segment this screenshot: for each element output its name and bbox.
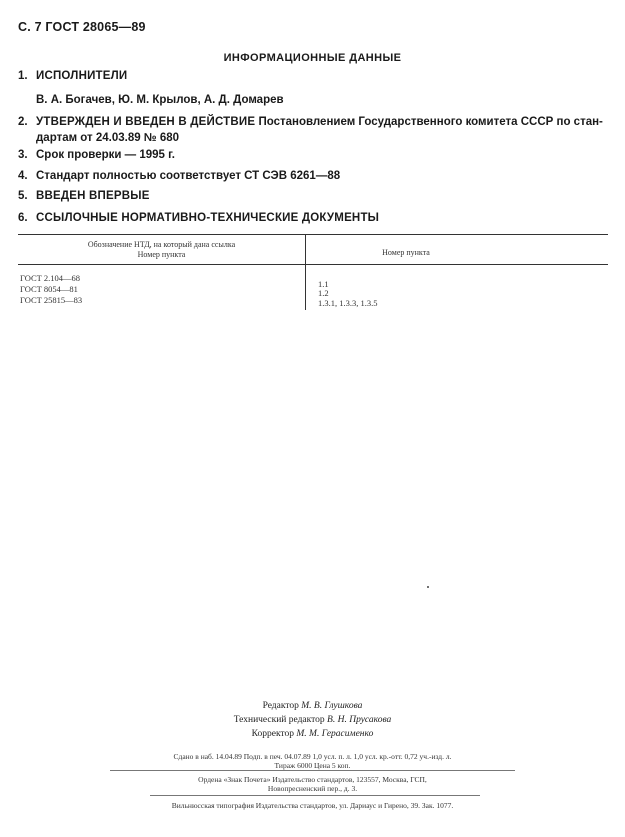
publication-line-2: Тираж 6000 Цена 5 коп.: [274, 761, 351, 770]
section-text: Срок проверки — 1995 г.: [36, 149, 175, 161]
section-number: 1.: [18, 70, 28, 82]
section-text: Стандарт полностью соответствует СТ СЭВ 6261—88: [36, 170, 341, 182]
section-1: [18, 70, 127, 82]
credit-name: М. М. Герасименко: [296, 729, 374, 739]
section-label: УТВЕРЖДЕН И ВВЕДЕН В ДЕЙСТВИЕ: [36, 116, 256, 128]
stray-dot: [427, 586, 429, 588]
section-3: [18, 149, 175, 161]
table-top-rule: [18, 234, 608, 235]
table-header-point: Номер пункта: [382, 248, 430, 257]
credit-tech-editor: [0, 715, 625, 725]
section-4: [18, 170, 340, 182]
section-label: ИСПОЛНИТЕЛИ: [36, 70, 128, 82]
credit-name: М. В. Глушкова: [301, 701, 363, 711]
publication-divider: [110, 770, 515, 771]
table-header-line: Номер пункта: [137, 250, 186, 259]
page-title: ИНФОРМАЦИОННЫЕ ДАННЫЕ: [223, 52, 402, 64]
credit-role: Редактор: [262, 701, 299, 711]
section-label: ССЫЛОЧНЫЕ НОРМАТИВНО-ТЕХНИЧЕСКИЕ ДОКУМЕНТЫ: [36, 212, 380, 224]
table-cell-doc: ГОСТ 8054—81: [20, 284, 78, 294]
table-cell-point: 1.2: [318, 288, 329, 298]
section-5: [18, 190, 150, 202]
credit-editor: [0, 701, 625, 711]
publication-line-3: Ордена «Знак Почета» Издательство стандартов, 123557, Москва, ГСП,: [198, 775, 427, 784]
table-cell-doc: ГОСТ 25815—83: [20, 295, 83, 305]
section-2: [18, 116, 603, 128]
section-number: 5.: [18, 190, 28, 202]
table-cell-doc: ГОСТ 2.104—68: [20, 273, 81, 283]
section-number: 4.: [18, 170, 28, 182]
table-header-document: [18, 240, 305, 260]
section-number: 3.: [18, 149, 28, 161]
publication-divider: [150, 795, 480, 796]
section-6: [18, 212, 379, 224]
table-cell-point: 1.3.1, 1.3.3, 1.3.5: [318, 298, 378, 308]
section-text: Постановлением Государственного комитета СССР по стан-: [258, 116, 603, 128]
section-number: 6.: [18, 212, 28, 224]
section-number: 2.: [18, 116, 28, 128]
table-header-rule: [18, 264, 608, 265]
table-header-line: Обозначение НТД, на который дана ссылка: [87, 240, 236, 249]
credit-role: Корректор: [251, 729, 294, 739]
authors-line: В. А. Богачев, Ю. М. Крылов, А. Д. Домарев: [36, 94, 284, 106]
publication-line-4: Новопресненский пер., д. 3.: [267, 784, 358, 793]
credit-name: В. Н. Прусакова: [327, 715, 392, 725]
page-header-label: С. 7 ГОСТ 28065—89: [18, 20, 146, 34]
credit-role: Технический редактор: [233, 715, 325, 725]
table-column-divider: [305, 234, 306, 310]
section-label: ВВЕДЕН ВПЕРВЫЕ: [36, 190, 150, 202]
credit-corrector: [0, 729, 625, 739]
section-2-continuation: дартам от 24.03.89 № 680: [36, 132, 180, 144]
table-cell-point: 1.1: [318, 279, 329, 289]
publication-line-5: Вильнюсская типография Издательства стандартов, ул. Дариаус и Гирено, 39. Зак. 1077.: [171, 801, 454, 810]
publication-line-1: Сдано в наб. 14.04.89 Подп. в печ. 04.07.89 1,0 усл. п. л. 1,0 усл. кр.-отт. 0,72 уч.-изд. л.: [173, 752, 452, 761]
